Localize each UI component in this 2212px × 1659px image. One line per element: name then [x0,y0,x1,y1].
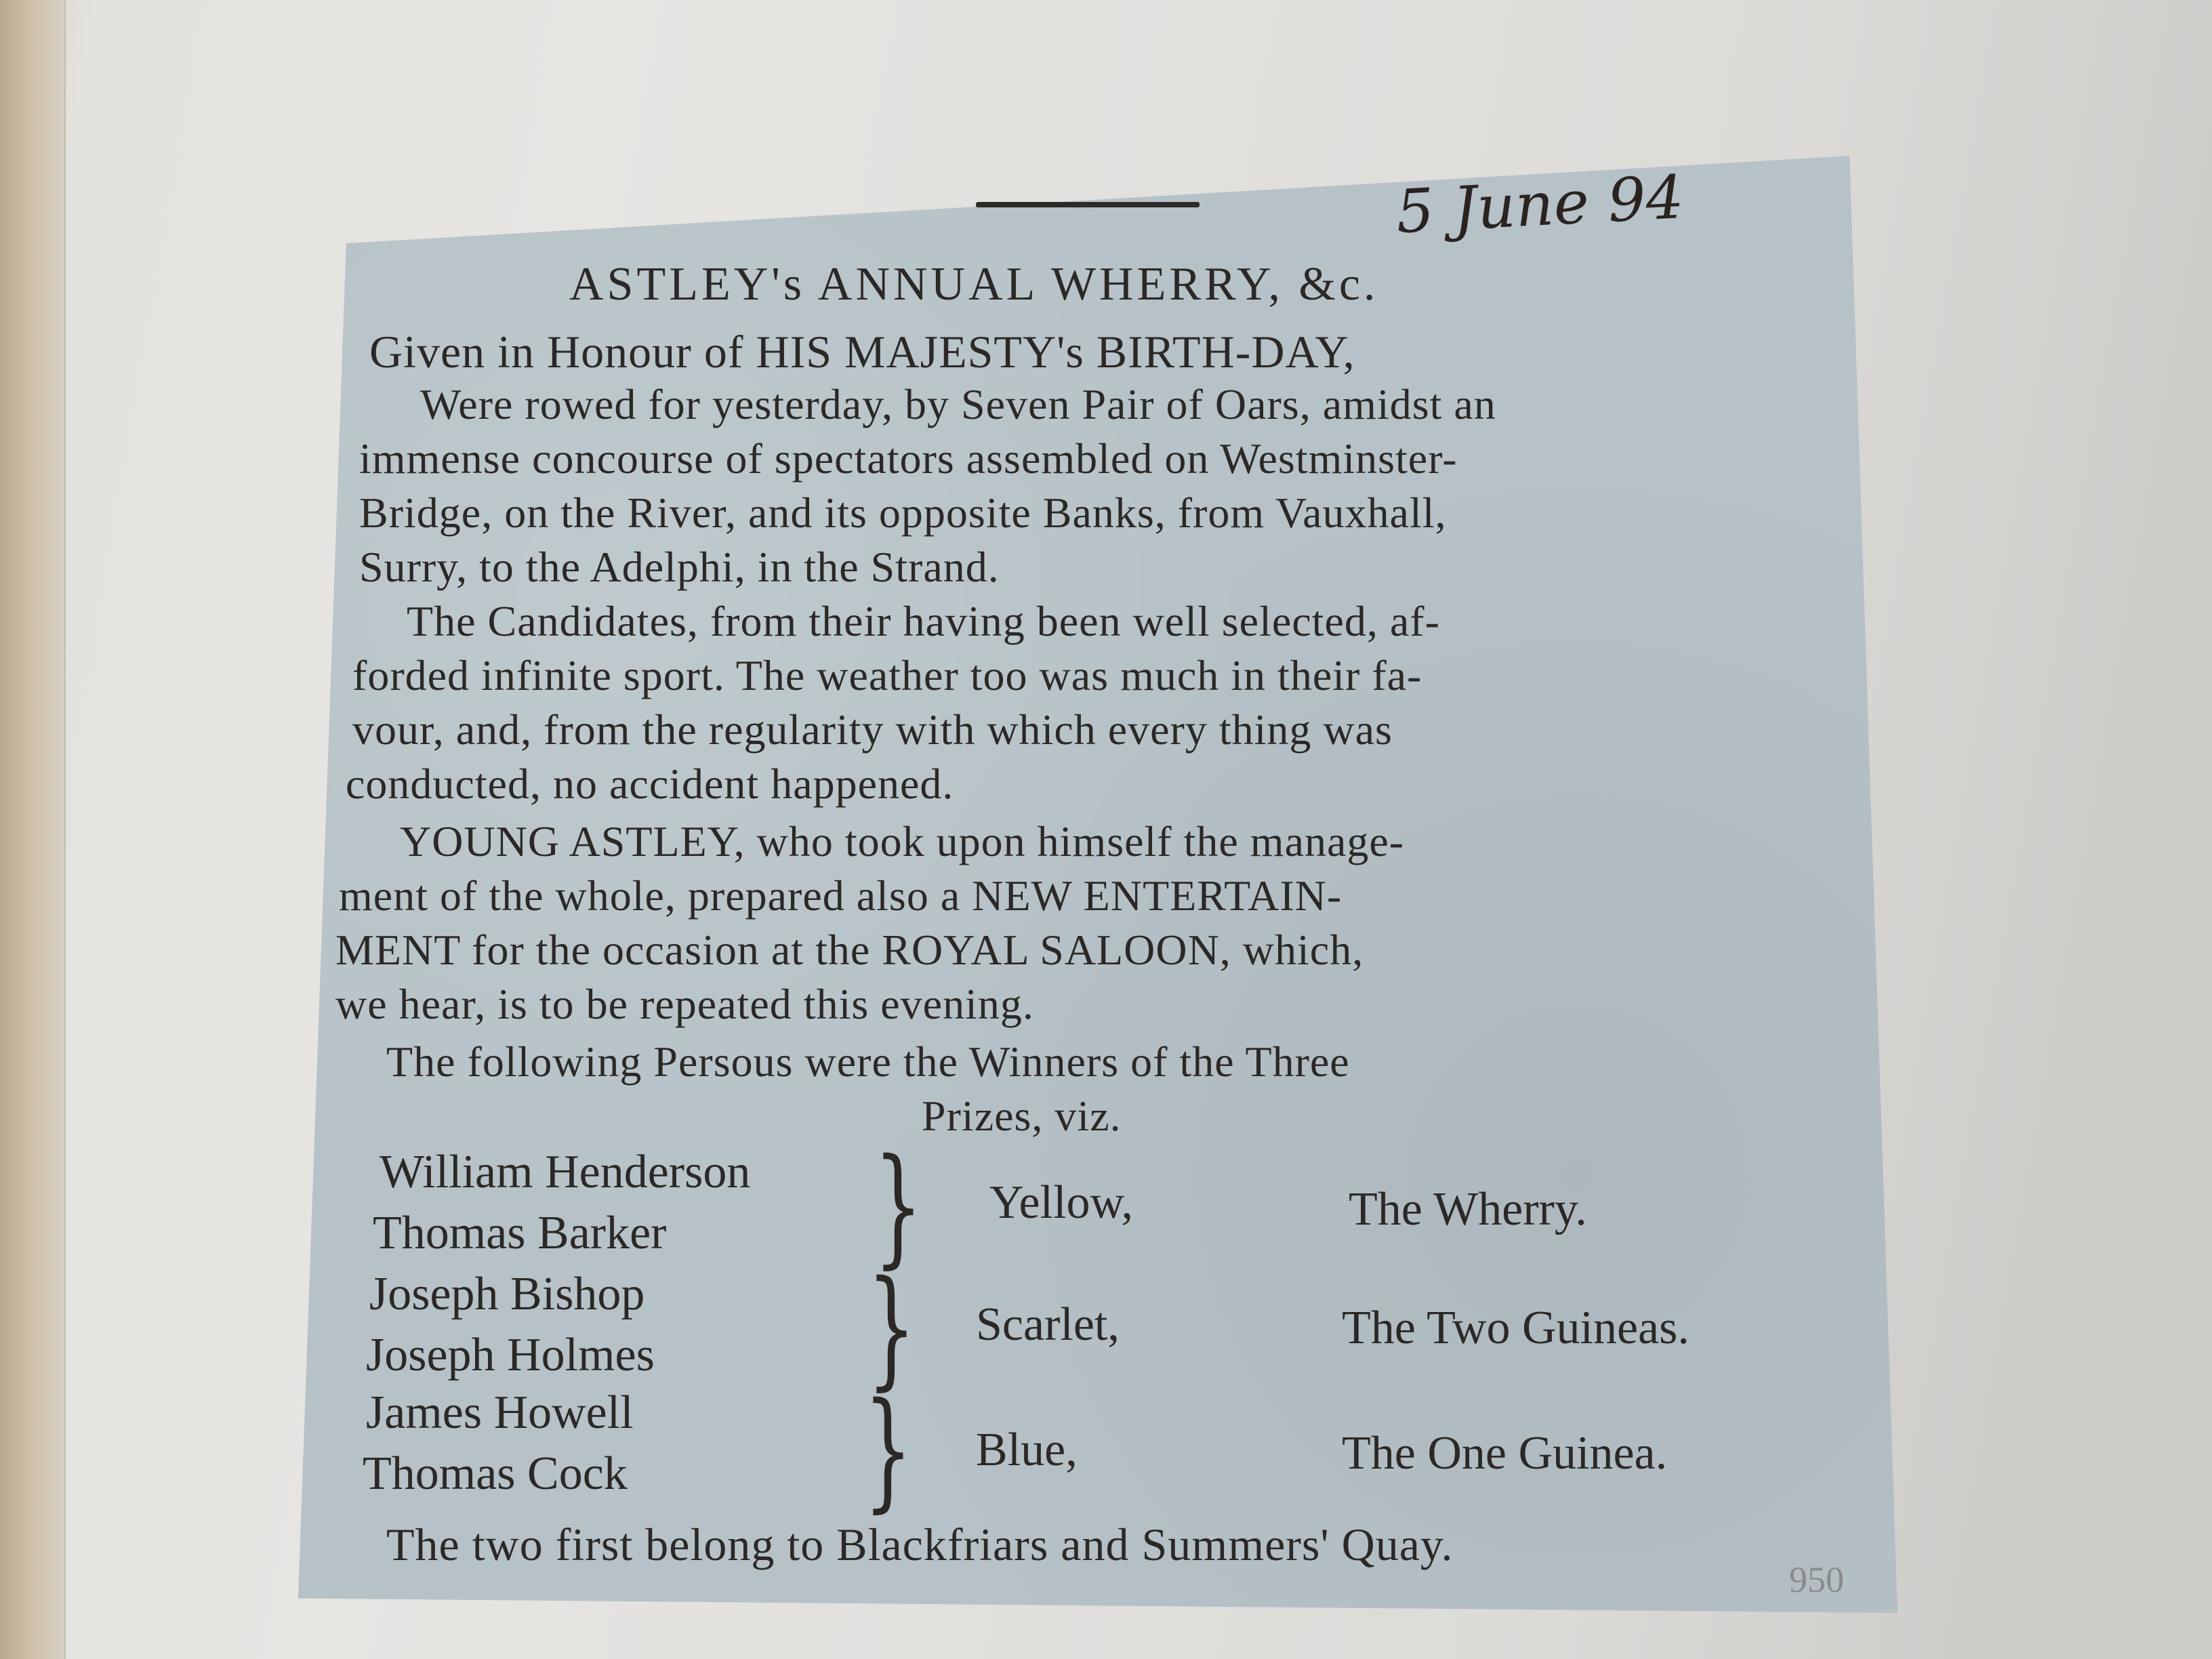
grouping-brace: } [874,1131,923,1281]
prize-colour: Scarlet, [976,1298,1120,1351]
grouping-brace: } [863,1375,913,1525]
prize-colour: Yellow, [989,1176,1134,1229]
article-line-3: immense concourse of spectators assembled on Westminster- [359,434,1458,483]
winner-name: Joseph Holmes [366,1329,655,1381]
header-rule [976,202,1200,207]
article-line-2: Were rowed for yesterday, by Seven Pair of Oars, amidst an [420,380,1496,428]
grouping-brace: } [867,1253,916,1403]
winners-table [359,1131,1850,1525]
winner-name: Thomas Cock [363,1448,628,1500]
article-line-14: The following Persous were the Winners of the Three [386,1038,1350,1086]
article-line-6: The Candidates, from their having been well selected, af- [407,597,1440,645]
article-line-7: forded infinite sport. The weather too was much in their fa- [352,651,1422,699]
article-line-12: MENT for the occasion at the ROYAL SALOON, which, [335,926,1364,974]
article-title: ASTLEY's ANNUAL WHERRY, &c. [569,258,1379,310]
page-number: 950 [1789,1559,1844,1600]
winner-name: James Howell [366,1387,634,1439]
handwritten-date: 5 June 94 [1394,161,1686,247]
winner-name: William Henderson [380,1146,751,1198]
winner-name: Joseph Bishop [369,1268,645,1320]
winner-name: Thomas Barker [373,1207,667,1259]
article-line-15: Prizes, viz. [922,1092,1122,1140]
article-line-8: vour, and, from the regularity with which every thing was [352,705,1393,754]
prize-name: The Two Guineas. [1342,1302,1689,1354]
album-page-edge [0,0,66,1659]
article-line-9: conducted, no accident happened. [346,760,954,808]
article-line-13: we hear, is to be repeated this evening. [335,980,1034,1028]
prize-name: The Wherry. [1349,1183,1587,1235]
article-line-11: ment of the whole, prepared also a NEW ENTERTAIN- [339,872,1343,920]
article-line-5: Surry, to the Adelphi, in the Strand. [359,543,1000,591]
prize-colour: Blue, [976,1424,1078,1476]
prize-name: The One Guinea. [1342,1427,1668,1479]
article-line-1: Given in Honour of HIS MAJESTY's BIRTH-DAY, [369,326,1355,377]
article-line-10: YOUNG ASTLEY, who took upon himself the manage- [400,817,1405,865]
closing-line: The two first belong to Blackfriars and Summers' Quay. [386,1519,1454,1570]
article-line-4: Bridge, on the River, and its opposite Banks, from Vauxhall, [359,489,1447,537]
